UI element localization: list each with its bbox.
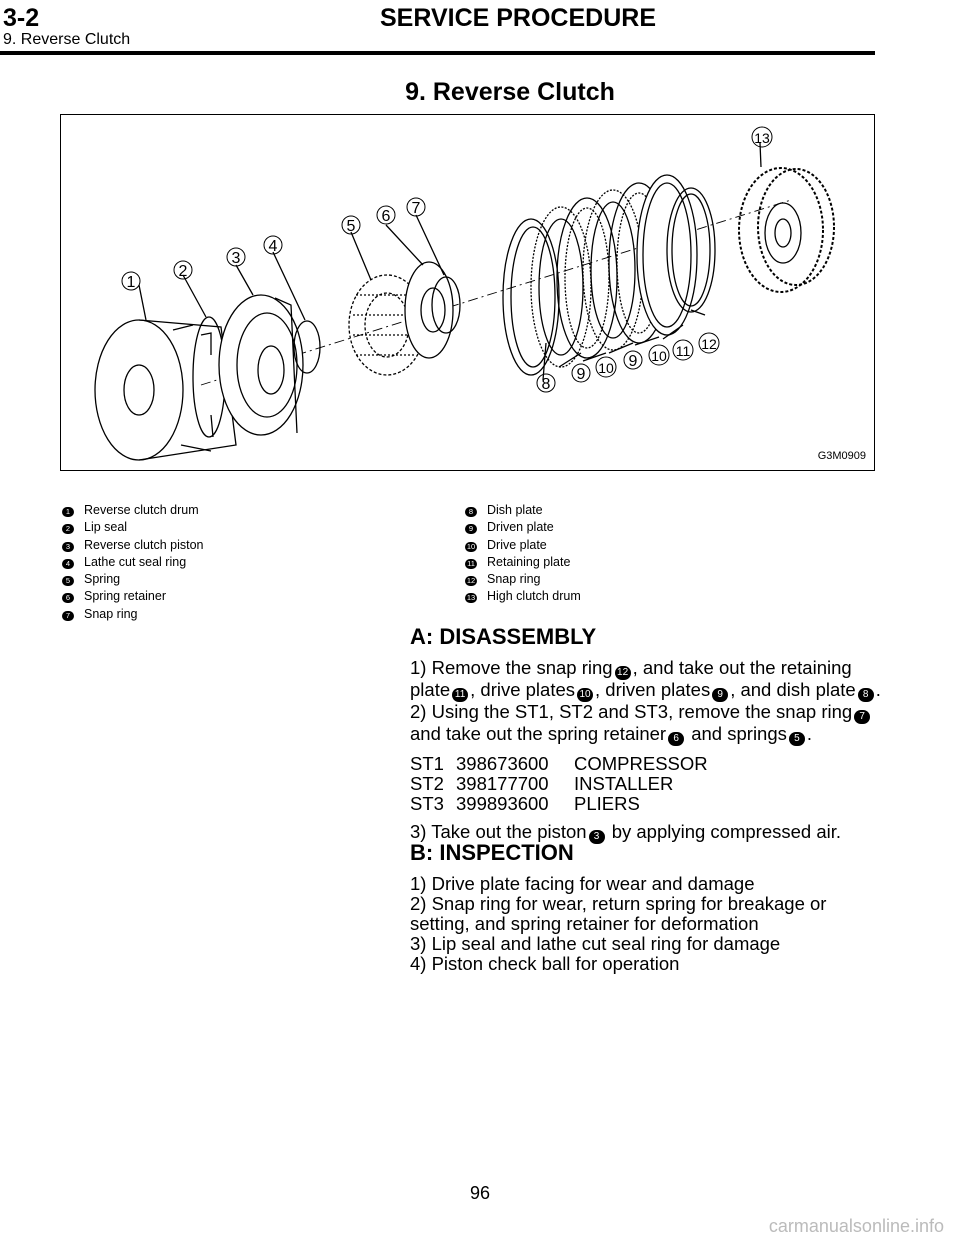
legend-label: High clutch drum: [487, 589, 581, 604]
ref-badge: 10: [577, 688, 593, 702]
svg-text:10: 10: [651, 348, 667, 364]
svg-text:2: 2: [178, 263, 188, 280]
svg-text:9: 9: [628, 353, 638, 370]
callout-9b: [624, 351, 642, 370]
part-high-clutch-drum: [739, 168, 834, 292]
ref-badge: 11: [452, 688, 468, 702]
legend-label: Reverse clutch piston: [84, 537, 204, 552]
legend-number: 10: [466, 541, 476, 551]
legend-item: [62, 519, 204, 536]
ref-badge: 8: [858, 688, 874, 702]
legend-number: 9: [465, 524, 477, 534]
procedure-title: SERVICE PROCEDURE: [380, 4, 656, 32]
svg-text:9: 9: [576, 366, 586, 383]
ref-badge: 9: [712, 688, 728, 702]
inspection-section: [410, 840, 890, 974]
legend-item: [62, 537, 204, 554]
legend-item: [465, 554, 581, 571]
ref-badge: 5: [789, 732, 805, 746]
legend-number: 5: [62, 576, 74, 586]
svg-text:8: 8: [541, 376, 551, 393]
legend-label: Lip seal: [84, 520, 128, 535]
legend-item: [62, 571, 204, 588]
disassembly-heading: A: DISASSEMBLY: [410, 624, 597, 649]
svg-text:5: 5: [346, 218, 356, 235]
svg-text:11: 11: [675, 343, 691, 359]
callout-5: [342, 216, 360, 235]
legend-number: 8: [465, 507, 477, 517]
legend-number: 13: [466, 593, 476, 603]
callout-10b: [649, 345, 669, 365]
tool-row: ST1 398673600 COMPRESSOR: [410, 753, 708, 774]
exploded-diagram: [60, 114, 875, 471]
reverse-clutch-illustration: [61, 115, 874, 470]
legend-label: Retaining plate: [487, 554, 571, 569]
legend-label: Spring retainer: [84, 589, 166, 604]
legend-item: [465, 537, 581, 554]
svg-text:12: 12: [701, 336, 717, 352]
svg-text:10: 10: [598, 360, 614, 376]
legend-label: Drive plate: [487, 537, 547, 552]
legend-left: [62, 502, 204, 623]
figure-code: G3M0909: [817, 450, 866, 462]
legend-label: Reverse clutch drum: [84, 503, 199, 517]
special-tools-list: [410, 754, 890, 814]
legend-item: [465, 502, 581, 519]
ref-badge: 3: [589, 830, 605, 844]
legend-label: Dish plate: [487, 503, 543, 517]
ref-badge: 7: [854, 710, 870, 724]
legend-item: [62, 606, 204, 623]
legend-label: Lathe cut seal ring: [84, 554, 187, 569]
callout-2: [174, 261, 192, 280]
watermark: carmanualsonline.info: [768, 1216, 944, 1236]
page-number: 96: [469, 1183, 491, 1203]
svg-text:3: 3: [231, 250, 241, 267]
subsection-title: 9. Reverse Clutch: [3, 31, 131, 48]
legend-label: Snap ring: [84, 606, 138, 621]
ref-badge: 12: [615, 666, 631, 680]
inspection-item: 3) Lip seal and lathe cut seal ring for damage: [410, 933, 781, 954]
header-rule: [0, 51, 875, 55]
svg-text:6: 6: [381, 208, 391, 225]
ref-badge: 6: [668, 732, 684, 746]
legend-number: 11: [465, 559, 477, 569]
part-piston: [219, 295, 303, 435]
disassembly-step-3: 3) Take out the piston 3 by applying compressed air.: [410, 821, 842, 842]
legend-number: 6: [62, 593, 74, 603]
callout-12: [699, 333, 719, 353]
legend-number: 1: [62, 507, 74, 517]
legend-number: 4: [62, 559, 74, 569]
part-reverse-clutch-drum: [95, 320, 236, 460]
svg-text:7: 7: [411, 200, 421, 217]
svg-text:13: 13: [754, 130, 770, 146]
inspection-item: 2) Snap ring for wear, return spring for breakage or setting, and spring retainer for deformation: [410, 893, 827, 934]
callout-10a: [596, 357, 616, 377]
callout-8: [537, 374, 555, 393]
callout-6: [377, 206, 395, 225]
legend-item: [62, 502, 204, 519]
page-header: [0, 0, 960, 60]
legend-item: [62, 588, 204, 605]
tool-row: ST3 399893600 PLIERS: [410, 793, 640, 814]
callout-11: [673, 340, 693, 360]
legend-number: 3: [62, 542, 74, 552]
callout-7: [407, 198, 425, 217]
callout-9a: [572, 364, 590, 383]
callout-3: [227, 248, 245, 267]
disassembly-step-1: 1) Remove the snap ring 12 , and take out the retaining plate 11 , drive plates 10 , driven plates 9 , and dish plate 8 .: [410, 657, 881, 700]
tool-row: ST2 398177700 INSTALLER: [410, 773, 674, 794]
legend-label: Snap ring: [487, 572, 541, 587]
callout-13: [752, 127, 772, 147]
callout-1: [122, 272, 140, 291]
disassembly-step-2: 2) Using the ST1, ST2 and ST3, remove the snap ring 7 and take out the spring retainer 6 and springs 5 .: [410, 702, 890, 746]
svg-text:4: 4: [268, 238, 278, 255]
callout-4: [264, 236, 282, 255]
disassembly-section: [410, 624, 890, 844]
legend-item: [465, 519, 581, 536]
inspection-item: 4) Piston check ball for operation: [410, 953, 680, 974]
legend-right: [465, 502, 581, 606]
legend-item: [62, 554, 204, 571]
section-number: 3-2: [3, 4, 40, 32]
legend-number: 7: [62, 611, 74, 621]
legend-label: Spring: [84, 572, 121, 587]
legend-number: 12: [466, 576, 476, 586]
page-title: 9. Reverse Clutch: [405, 78, 615, 106]
svg-text:1: 1: [126, 274, 136, 291]
legend-item: [465, 588, 581, 605]
inspection-item: 1) Drive plate facing for wear and damage: [410, 873, 755, 894]
legend-label: Driven plate: [487, 520, 554, 535]
legend-number: 2: [62, 524, 74, 534]
inspection-heading: B: INSPECTION: [410, 840, 574, 865]
legend-item: [465, 571, 581, 588]
inspection-list: [410, 874, 890, 974]
